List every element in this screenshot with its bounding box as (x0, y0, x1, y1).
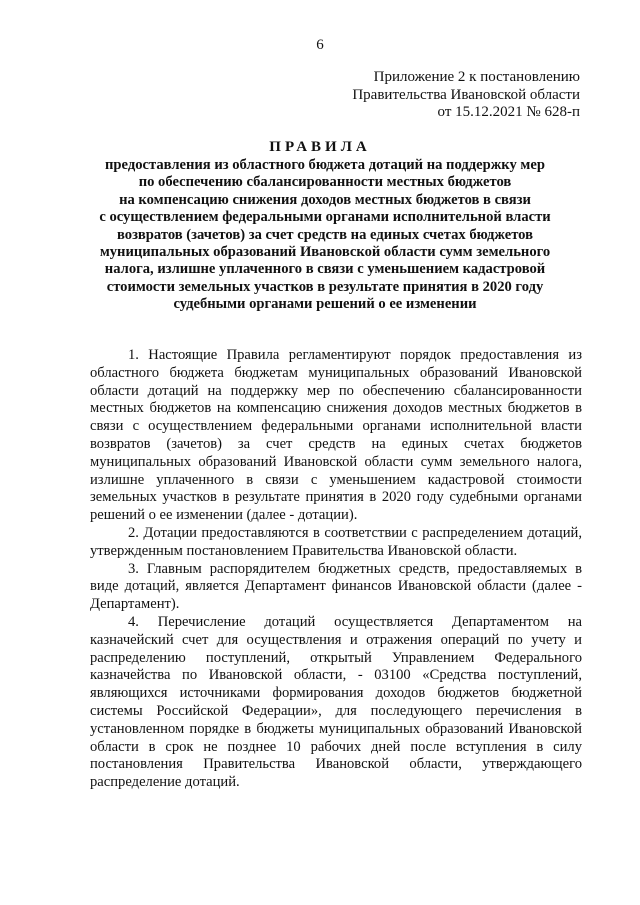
subtitle-line: на компенсацию снижения доходов местных бюджетов в связи (119, 191, 531, 208)
document-title: ПРАВИЛА (269, 139, 371, 155)
subtitle-line: судебными органами решений о ее изменении (173, 296, 477, 313)
subtitle-line: муниципальных образований Ивановской области сумм земельного (99, 244, 551, 261)
paragraph-1: 1. Настоящие Правила регламентируют порядок предоставления из областного бюджета бюджетам муниципальных образований Ивановской области дотаций на поддержку мер по обеспечению сбалансированности местных бюджетов на компенсацию снижения доходов местных бюджетов в связи с осуществлением федеральными органами исполнительной власти возвратов (зачетов) за счет средств на единых счетах бюджетов муниципальных образований Ивановской области сумм земельного налога, излишне уплаченного в связи с уменьшением кадастровой стоимости земельных участков в результате принятия в 2020 году судебными органами решений о ее изменении (далее - дотации). (90, 347, 582, 524)
subtitle-line: с осуществлением федеральными органами исполнительной власти (99, 209, 551, 226)
subtitle-line: предоставления из областного бюджета дотаций на поддержку мер (105, 157, 545, 173)
document-body (90, 347, 582, 792)
appendix-line-1: Приложение 2 к постановлению (373, 69, 580, 85)
page-number: 6 (316, 37, 324, 53)
subtitle-line: стоимости земельных участков в результате принятия в 2020 году (106, 278, 544, 295)
paragraph-2: 2. Дотации предоставляются в соответствии с распределением дотаций, утвержденным постановлением Правительства Ивановской области. (90, 524, 582, 559)
appendix-line-2: Правительства Ивановской области (352, 86, 580, 103)
appendix-reference (240, 69, 580, 122)
appendix-line-3: от 15.12.2021 № 628-п (437, 104, 580, 120)
subtitle-line: возвратов (зачетов) за счет средств на единых счетах бюджетов (116, 226, 533, 243)
subtitle-line: по обеспечению сбалансированности местных бюджетов (138, 174, 512, 191)
paragraph-4: 4. Перечисление дотаций осуществляется Департаментом на казначейский счет для осуществления и отражения операций по учету и распределению поступлений, открытый Управлением Федерального казначейства по Ивановской области, - 03100 «Средства поступлений, являющихся источниками формирования доходов бюджетов бюджетной системы Российской Федерации», для последующего перечисления в установленном порядке в бюджеты муниципальных образований Ивановской области в срок не позднее 10 рабочих дней после вступления в силу постановления Правительства Ивановской области, утверждающего распределение дотаций. (90, 613, 582, 791)
document-subtitle (80, 157, 570, 314)
subtitle-line: налога, излишне уплаченного в связи с уменьшением кадастровой (104, 261, 546, 278)
paragraph-3: 3. Главным распорядителем бюджетных средств, предоставляемых в виде дотаций, является Департамент финансов Ивановской области (далее - Департамент). (90, 560, 582, 613)
